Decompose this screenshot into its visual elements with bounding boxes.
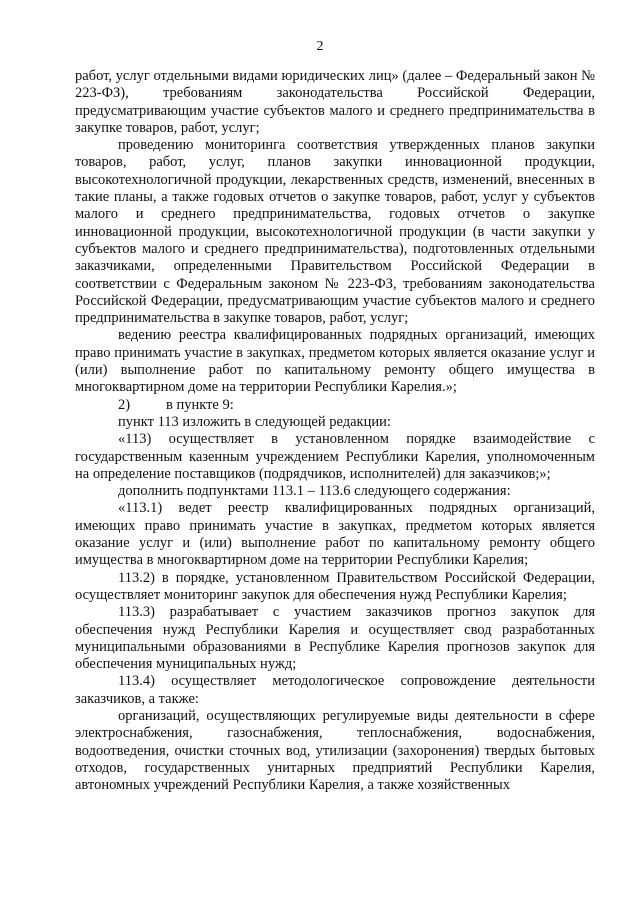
paragraph-113-2: 113.2) в порядке, установленном Правительством Российской Федерации, осуществляет мониторинг закупок для обеспечения нужд Республики Карелия; <box>75 569 595 603</box>
list-item-text: в пункте 9: <box>166 396 234 413</box>
page-number: 2 <box>316 39 324 54</box>
paragraph-registry: ведению реестра квалифицированных подрядных организаций, имеющих право принимать участие в закупках, предметом которых является оказание услуг и (или) выполнение работ по капитальному ремонту общего имущества в многоквартирном доме на территории Республики Карелия.»; <box>75 327 595 396</box>
paragraph-monitoring: проведению мониторинга соответствия утвержденных планов закупки товаров, работ, услуг, планов закупки инновационной продукции, высокотехнологичной продукции, лекарственных средств, изменений, внесенных в такие планы, а также годовых отчетов о закупке товаров, работ, услуг у субъектов малого и среднего предпринимательства, годовых отчетов о закупке инновационной продукции, высокотехнологичной продукции (в части закупки у субъектов малого и среднего предпринимательства), подготовленных отдельными заказчиками, определенными Правительством Российской Федерации в соответствии с Федеральным законом № 223-ФЗ, требованиям законодательства Российской Федерации, предусматривающим участие субъектов малого и среднего предпринимательства в закупке товаров, работ, услуг; <box>75 137 595 327</box>
paragraph-113-1: «113.1) ведет реестр квалифицированных подрядных организаций, имеющих право принимать участие в закупках, предметом которых является оказание услуг и (или) выполнение работ по капитальному ремонту общего имущества в многоквартирном доме на территории Республики Карелия; <box>75 500 595 569</box>
list-item-2 <box>75 397 595 414</box>
paragraph-point-113: «113) осуществляет в установленном порядке взаимодействие с государственным казенным учреждением Республики Карелия, уполномоченным на определение поставщиков (подрядчиков, исполнителей) для заказчиков;»; <box>75 431 595 482</box>
list-item-number: 2) <box>118 396 131 413</box>
paragraph-continuation: работ, услуг отдельными видами юридических лиц» (далее – Федеральный закон № 223-ФЗ), требованиям законодательства Российской Федерации, предусматривающим участие субъектов малого и среднего предпринимательства в закупке товаров, работ, услуг; <box>75 68 595 136</box>
paragraph-subpoints-intro: дополнить подпунктами 113.1 – 113.6 следующего содержания: <box>118 483 511 500</box>
paragraph-113-3: 113.3) разрабатывает с участием заказчиков прогноз закупок для обеспечения нужд Республики Карелия и осуществляет свод разработанных муниципальными образованиями в Республике Карелия прогнозов закупок для обеспечения муниципальных нужд; <box>75 604 595 673</box>
paragraph-organizations: организаций, осуществляющих регулируемые виды деятельности в сфере электроснабжения, газоснабжения, теплоснабжения, водоснабжения, водоотведения, очистки сточных вод, утилизации (захоронения) твердых бытовых отходов, государственных унитарных предприятий Республики Карелия, автономных учреждений Республики Карелия, а также хозяйственных <box>75 707 595 794</box>
paragraph-point-113-intro: пункт 113 изложить в следующей редакции: <box>118 413 391 430</box>
paragraph-113-4: 113.4) осуществляет методологическое сопровождение деятельности заказчиков, а также: <box>75 673 595 707</box>
document-body <box>75 68 595 794</box>
